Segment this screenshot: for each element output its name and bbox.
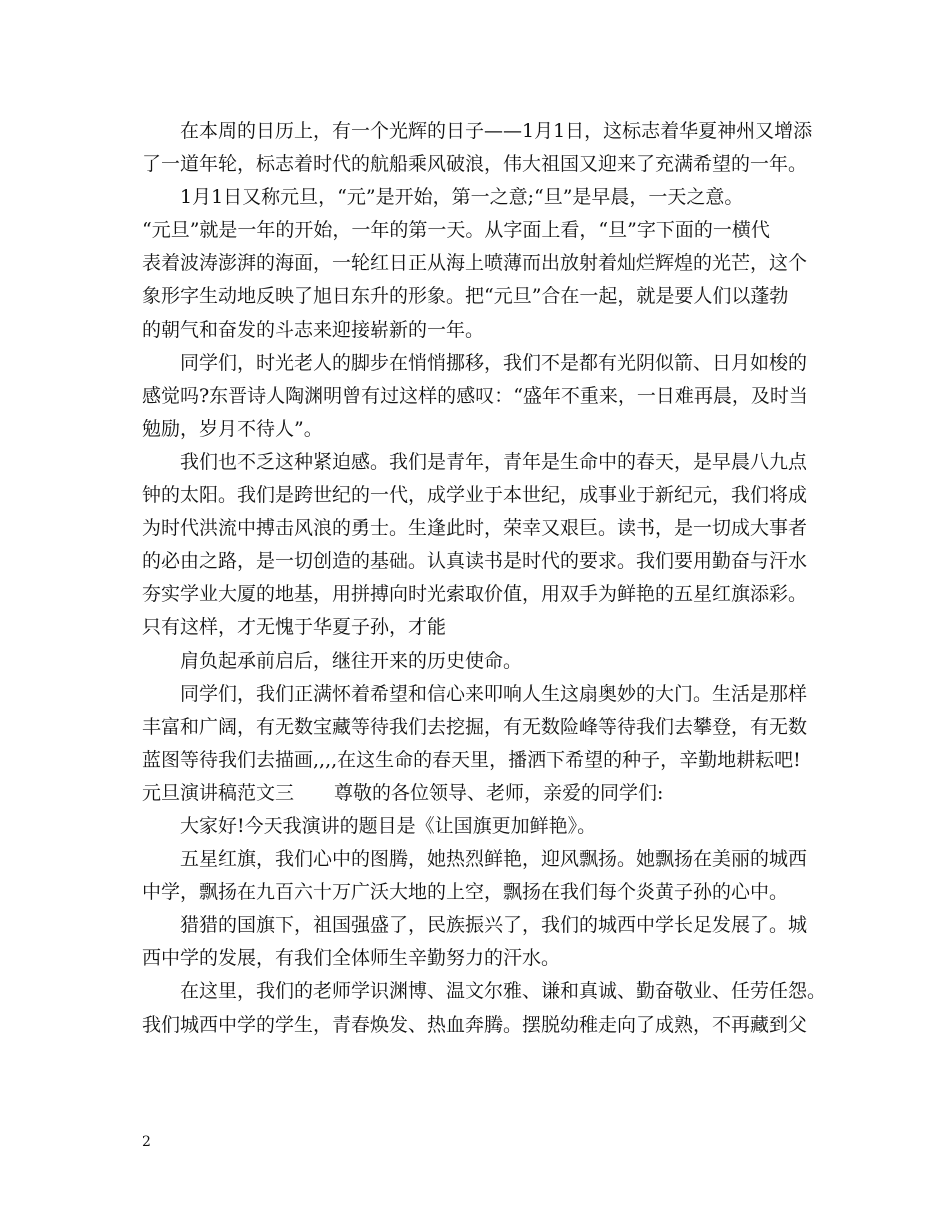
text-line: 夯实学业大厦的地基，用拼搏向时光索取价值，用双手为鲜艳的五星红旗添彩。 <box>142 583 808 606</box>
text-line: 同学们，时光老人的脚步在悄悄挪移，我们不是都有光阴似箭、日月如梭的 <box>180 351 808 374</box>
text-line: 在这里，我们的老师学识渊博、温文尔雅、谦和真诚、勤奋敬业、任劳任怨。 <box>180 980 827 1003</box>
text-line: 中学，飘扬在九百六十万广沃大地的上空，飘扬在我们每个炎黄子孙的心中。 <box>142 881 789 904</box>
text-line: 西中学的发展，有我们全体师生辛勤努力的汗水。 <box>142 947 561 970</box>
text-line: 同学们，我们正满怀着希望和信心来叩响人生这扇奥妙的大门。生活是那样 <box>180 682 808 705</box>
text-line: 为时代洪流中搏击风浪的勇士。生逢此时，荣幸又艰巨。读书，是一切成大事者 <box>142 517 808 540</box>
text-line: 感觉吗?东晋诗人陶渊明曾有过这样的感叹：“盛年不重来，一日难再晨，及时当 <box>142 384 808 407</box>
text-line: 勉励，岁月不待人”。 <box>142 417 323 440</box>
text-line: 1月1日又称元旦，“元”是开始，第一之意;“旦”是早晨，一天之意。 <box>180 186 744 209</box>
text-line: 象形字生动地反映了旭日东升的形象。把“元旦”合在一起，就是要人们以蓬勃 <box>142 285 789 308</box>
text-line: 五星红旗，我们心中的图腾，她热烈鲜艳，迎风飘扬。她飘扬在美丽的城西 <box>180 848 808 871</box>
text-line: 钟的太阳。我们是跨世纪的一代，成学业于本世纪，成事业于新纪元，我们将成 <box>142 484 808 507</box>
text-line: 蓝图等待我们去描画,,,,在这生命的春天里，播洒下希望的种子，辛勤地耕耘吧! <box>142 748 801 771</box>
text-line: 猎猎的国旗下，祖国强盛了，民族振兴了，我们的城西中学长足发展了。城 <box>180 914 808 937</box>
section-heading-line <box>142 777 824 810</box>
text-line: 的必由之路，是一切创造的基础。认真读书是时代的要求。我们要用勤奋与汗水 <box>142 550 808 573</box>
section-heading-greeting: 尊敬的各位领导、老师，亲爱的同学们: <box>334 781 664 804</box>
body-text <box>142 115 827 1042</box>
text-line: 大家好!今天我演讲的题目是《让国旗更加鲜艳》。 <box>180 814 597 837</box>
text-line: 了一道年轮，标志着时代的航船乘风破浪，伟大祖国又迎来了充满希望的一年。 <box>142 153 808 176</box>
section-heading-title: 元旦演讲稿范文三 <box>142 781 295 804</box>
text-line: 肩负起承前启后，继往开来的历史使命。 <box>180 649 523 672</box>
text-line: 只有这样，才无愧于华夏子孙，才能 <box>142 616 447 639</box>
text-line: 我们也不乏这种紧迫感。我们是青年，青年是生命中的春天，是早晨八九点 <box>180 450 808 473</box>
page-number: 2 <box>142 1134 151 1150</box>
text-line: 表着波涛澎湃的海面，一轮红日正从海上喷薄而出放射着灿烂辉煌的光芒，这个 <box>142 252 808 275</box>
text-line: 在本周的日历上，有一个光辉的日子——1月1日，这标志着华夏神州又增添 <box>180 120 813 142</box>
text-line: 丰富和广阔，有无数宝藏等待我们去挖掘，有无数险峰等待我们去攀登，有无数 <box>142 715 808 738</box>
text-line: 我们城西中学的学生，青春焕发、热血奔腾。摆脱幼稚走向了成熟，不再藏到父 <box>142 1013 808 1036</box>
text-line: 的朝气和奋发的斗志来迎接崭新的一年。 <box>142 318 485 341</box>
text-line: “元旦”就是一年的开始，一年的第一天。从字面上看，“旦”字下面的一横代 <box>142 219 770 242</box>
